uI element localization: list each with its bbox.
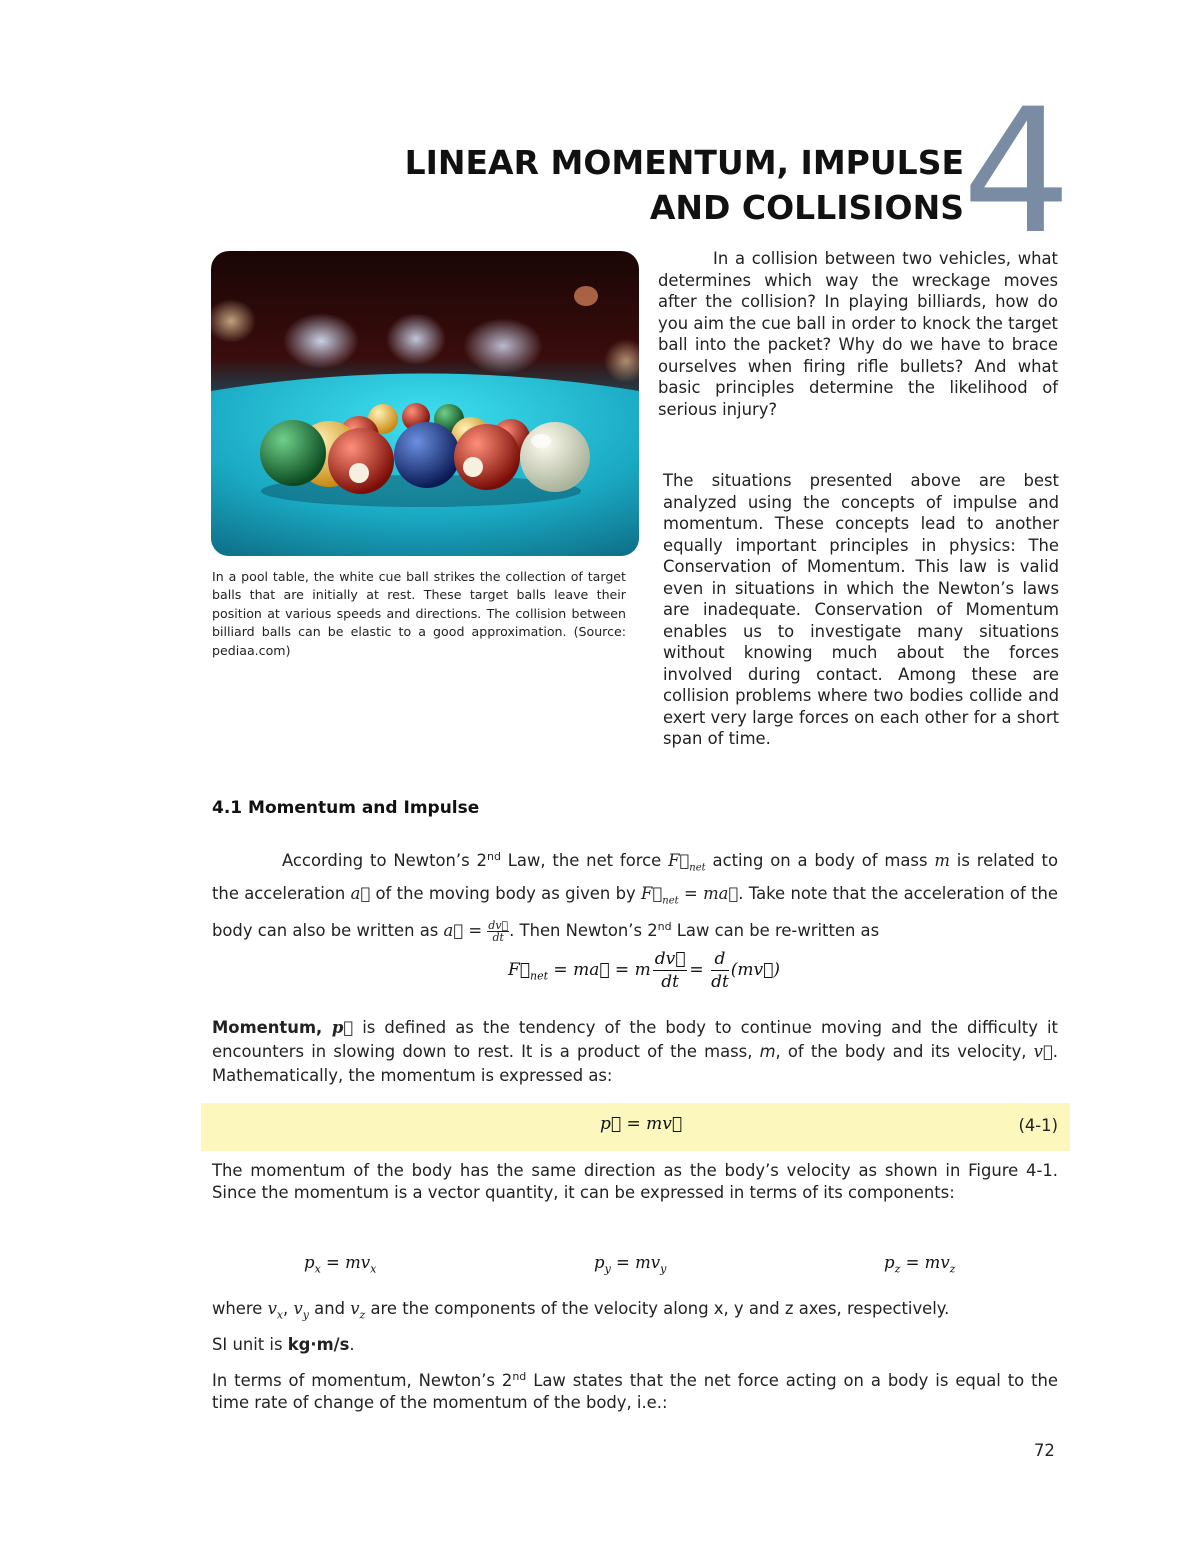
chapter-title-line1: LINEAR MOMENTUM, IMPULSE bbox=[404, 143, 964, 182]
momentum-equation: p⃗ = mv⃗ bbox=[600, 1114, 683, 1134]
chapter-title-line2: AND COLLISIONS bbox=[649, 188, 964, 227]
equation-number: (4-1) bbox=[1018, 1116, 1058, 1135]
intro-paragraph-2: The situations presented above are best analyzed using the concepts of impulse and momentum. These concepts lead to another equally important principles in physics: The Conservation of Momentum. This law is valid even in situations in which the Newton’s laws are inadequate. Conservation of Momentum enables us to investigate many situations without knowing much about the forces involved during contact. Among these are collision problems where two bodies collide and exert very large forces on each other for a short span of time. bbox=[663, 471, 1059, 748]
math-m: m bbox=[759, 1042, 776, 1061]
text-run: where bbox=[212, 1299, 268, 1318]
text-run: Law, the net force bbox=[500, 851, 669, 870]
math-m: m bbox=[934, 851, 950, 870]
chapter-title bbox=[300, 140, 964, 230]
text-run: of the moving body as given by bbox=[370, 883, 642, 903]
math-vx: $v_x$ bbox=[267, 1299, 284, 1322]
text-run: , of the body and its velocity, bbox=[775, 1042, 1034, 1061]
superscript: nd bbox=[657, 919, 672, 933]
chapter-number: 4 bbox=[962, 71, 1072, 272]
text-run: , bbox=[283, 1299, 294, 1318]
section-heading: 4.1 Momentum and Impulse bbox=[212, 798, 480, 818]
component-equation-z: $p_z = mv_z$ bbox=[884, 1253, 956, 1276]
newton-equation: $F⃗_{net}$ = ma⃗ = m $\frac{dv⃗}{dt}$ = $\frac{d}{dt}$ (mv⃗) bbox=[508, 949, 780, 992]
where-paragraph bbox=[212, 1297, 1058, 1327]
math-vy: $v_y$ bbox=[293, 1299, 309, 1322]
text-run: In terms of momentum, Newton’s 2 bbox=[212, 1371, 513, 1390]
text-run: . Then Newton’s 2 bbox=[509, 920, 658, 940]
component-equation-y: $p_y = mv_y$ bbox=[594, 1253, 667, 1276]
momentum-paragraph bbox=[212, 1016, 1058, 1088]
billiard-balls-photo bbox=[211, 251, 639, 556]
math-f-net: $F⃗_{net}$ bbox=[668, 851, 706, 874]
math-v: v⃗ bbox=[1033, 1042, 1053, 1061]
math-dv-dt-fraction: $\frac{dv⃗}{dt}$ bbox=[488, 918, 509, 944]
newton-momentum-paragraph bbox=[212, 1366, 1058, 1414]
text-run: . Mathematically, the momentum is expressed as: bbox=[212, 1042, 1058, 1085]
text-run: Law states that the net force acting on a body is equal to the time rate of change of the momentum of the body, i.e.: bbox=[212, 1371, 1059, 1412]
text-run: are the components of the velocity along x, y and z axes, respectively. bbox=[365, 1299, 950, 1318]
text-run: is related to the acceleration bbox=[212, 851, 1058, 903]
text-run: acting on a body of mass bbox=[705, 851, 935, 870]
math-f-net-ma: $F⃗_{net}$ = ma⃗ bbox=[641, 883, 739, 907]
text-run: and bbox=[308, 1299, 351, 1318]
si-unit-line bbox=[212, 1333, 1058, 1357]
newton-paragraph bbox=[212, 844, 1058, 943]
text-run: Law can be re-written as bbox=[671, 920, 880, 940]
text-run: SI unit is bbox=[212, 1335, 288, 1354]
text-run: According to Newton’s 2 bbox=[282, 851, 487, 870]
page-number: 72 bbox=[1034, 1441, 1055, 1460]
text-run: . Take note that the acceleration of the body can also be written as bbox=[212, 883, 1058, 940]
text-run: is defined as the tendency of the body to continue moving and the difficulty it encounters in slowing down to rest. It is a product of the mass, bbox=[212, 1018, 1058, 1061]
text-run: . bbox=[349, 1335, 355, 1354]
superscript: nd bbox=[512, 1370, 527, 1383]
intro-paragraph-1: In a collision between two vehicles, what determines which way the wreckage moves after the collision? In playing billiards, how do you aim the cue ball in order to knock the target ball into the packet? Why do we have to brace ourselves when firing rifle bullets? And what basic principles determine the likelihood of serious injury? bbox=[658, 249, 1058, 419]
superscript: nd bbox=[486, 850, 501, 863]
math-p: p⃗ bbox=[331, 1018, 354, 1037]
momentum-term: Momentum, bbox=[212, 1018, 332, 1037]
direction-paragraph: The momentum of the body has the same direction as the body’s velocity as shown in Figure 4-1. Since the momentum is a vector quantity, it can be expressed in terms of its components: bbox=[212, 1161, 1058, 1202]
component-equation-x: $p_x = mv_x$ bbox=[304, 1253, 377, 1276]
math-vz: $v_z$ bbox=[350, 1299, 366, 1322]
si-unit: kg·m/s bbox=[287, 1335, 350, 1354]
math-a-eq: a⃗ = bbox=[443, 920, 488, 940]
figure-caption: In a pool table, the white cue ball strikes the collection of target balls that are initially at rest. These target balls leave their position at various speeds and directions. The collision between billiard balls can be elastic to a good approximation. (Source: pediaa.com) bbox=[212, 569, 626, 658]
math-a: a⃗ bbox=[350, 883, 371, 903]
